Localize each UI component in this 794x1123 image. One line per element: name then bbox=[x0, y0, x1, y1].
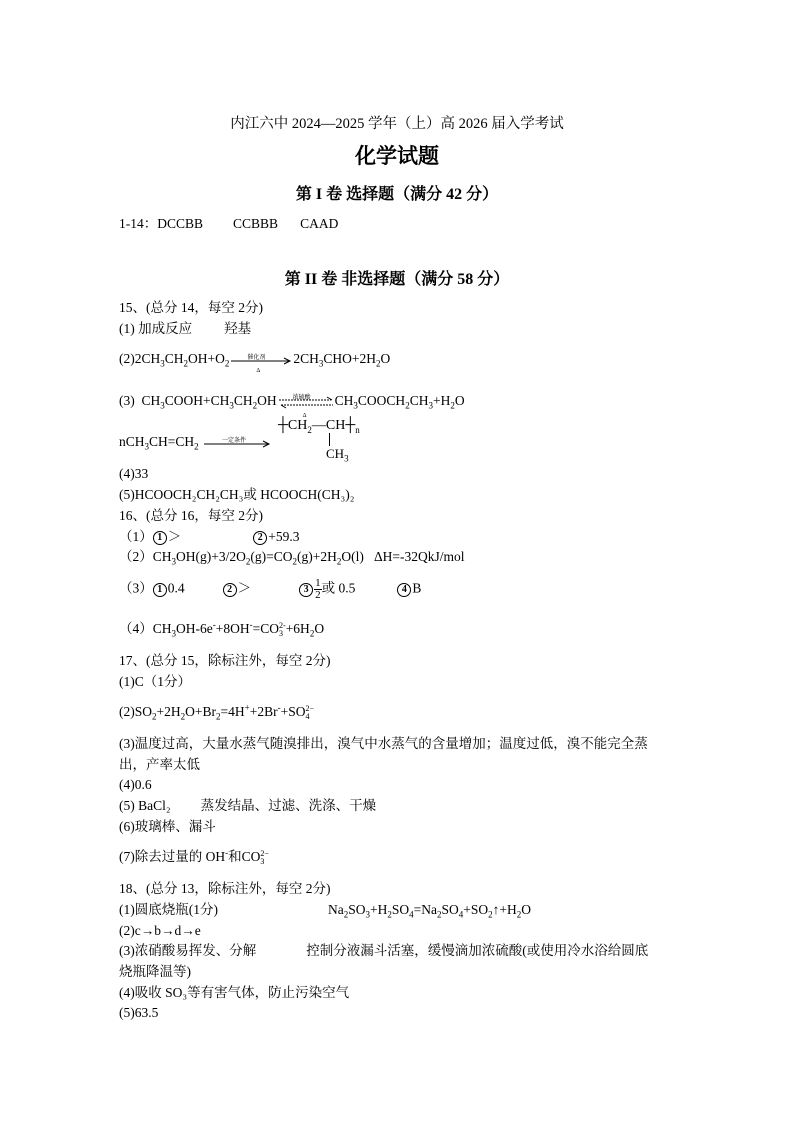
circled-2-icon: 2 bbox=[253, 531, 267, 545]
q18-a5: (5)63.5 bbox=[119, 1005, 159, 1020]
reaction-arrow-icon: 一定条件 bbox=[202, 436, 272, 450]
mcq-group-2: CCBBB bbox=[233, 216, 279, 231]
q17-header: 17、(总分 15，除标注外，每空 2分) bbox=[119, 653, 331, 668]
q16-a4-equation: $(4)CH_3OH-6e^-+8OH^-=CO$ 2- 3 $+6H_2O$ bbox=[119, 619, 325, 639]
q15-a2-equation: $(2)2CH_3CH_2OH+O_2$ 催化剂 Δ $2CH_3CHO+2H_2O$ bbox=[119, 351, 391, 374]
q15-a5: (5)HCOOCH₂CH₂CH₃或 HCOOCH(CH₃)₂ bbox=[119, 487, 355, 502]
q15-a3-polymerization: $nCH_3CH=CH_2$ 一定条件 bbox=[119, 433, 272, 451]
circled-4-icon: 4 bbox=[397, 583, 411, 597]
q17-a2-equation: $(2)SO_2+2H_2O+Br_2=4H^++2Br^-+SO$ 2− 4 bbox=[119, 702, 314, 722]
q18-a3-line2: 烧瓶降温等) bbox=[119, 964, 191, 979]
q18-a2: (2)c→b→d→e bbox=[119, 923, 201, 938]
reversible-arrow-icon: 浓硫酸 Δ bbox=[277, 395, 335, 409]
mcq-group-1: DCCBB bbox=[157, 216, 204, 231]
q15-a1: (1) 加成反应 羟基 bbox=[119, 321, 252, 336]
circled-2-icon: 2 bbox=[223, 583, 237, 597]
polypropylene-structure: $┼CH_2—CH┼_n$ $CH_3$ bbox=[278, 418, 360, 464]
mcq-group-3: CAAD bbox=[300, 216, 339, 231]
q15-header: 15、(总分 14，每空 2分) bbox=[119, 300, 263, 315]
circled-1-icon: 1 bbox=[153, 531, 167, 545]
reaction-arrow-icon: 催化剂 Δ bbox=[229, 353, 293, 367]
q17-a6: (6)玻璃棒、漏斗 bbox=[119, 819, 216, 834]
q17-a3-line1: (3)温度过高，大量水蒸气随溴排出，溴气中水蒸气的含量增加；温度过低，溴不能完全蒸 bbox=[119, 736, 648, 751]
part2-heading: 第 II 卷 非选择题（满分 58 分） bbox=[284, 271, 510, 288]
q18-a1: (1)圆底烧瓶(1分) bbox=[119, 902, 218, 917]
q17-a3-line2: 出，产率太低 bbox=[119, 757, 200, 772]
q18-header: 18、(总分 13，除标注外，每空 2分) bbox=[119, 881, 331, 896]
q16-a2-equation: $(2)CH_3OH(g)+3/2O_2(g)=CO_2(g)+2H_2O(l)$ ΔH=-32QkJ/mol bbox=[119, 549, 465, 567]
q17-a7: (7)除去过量的 OH-和CO 2− 3 bbox=[119, 847, 269, 866]
mcq-answers-label: 1-14： bbox=[119, 216, 158, 231]
exam-title: 内江六中 2024—2025 学年（上）高 2026 届入学考试 bbox=[230, 116, 564, 132]
q16-a3: （3） 1 0.4 2 ＞ 3 $\frac{1}{2}$ 或 0.5 4 B bbox=[119, 577, 422, 601]
part1-heading: 第 I 卷 选择题（满分 42 分） bbox=[295, 186, 499, 203]
circled-3-icon: 3 bbox=[299, 583, 313, 597]
q17-a1: (1)C（1分） bbox=[119, 674, 191, 689]
q18-a4: (4)吸收 SO₃等有害气体，防止污染空气 bbox=[119, 985, 350, 1000]
subject-title: 化学试题 bbox=[355, 144, 439, 168]
q17-a4: (4)0.6 bbox=[119, 777, 152, 792]
q15-a4: (4)33 bbox=[119, 466, 149, 481]
circled-1-icon: 1 bbox=[153, 583, 167, 597]
q18-a1-equation: $Na_2SO_3+H_2SO_4=Na_2SO_4+SO_2↑+H_2O$ bbox=[328, 902, 532, 920]
q18-a3: (3)浓硝酸易挥发、分解 控制分液漏斗活塞，缓慢滴加浓硫酸(或使用冷水浴给圆底 bbox=[119, 943, 649, 958]
mcq-answers bbox=[119, 215, 338, 233]
fraction-one-half: $\frac{1}{2}$ bbox=[315, 577, 321, 601]
q17-a5: (5) BaCl₂ 蒸发结晶、过滤、洗涤、干燥 bbox=[119, 798, 377, 813]
q16-a1: （1） 1 ＞ 2 +59.3 bbox=[119, 529, 300, 544]
q15-a3-esterification: (3) $CH_3COOH+CH_3CH_2OH$ 浓硫酸 Δ $CH_3COOCH_2CH_3+H_2O$ bbox=[119, 393, 465, 419]
q16-header: 16、(总分 16，每空 2分) bbox=[119, 508, 263, 523]
